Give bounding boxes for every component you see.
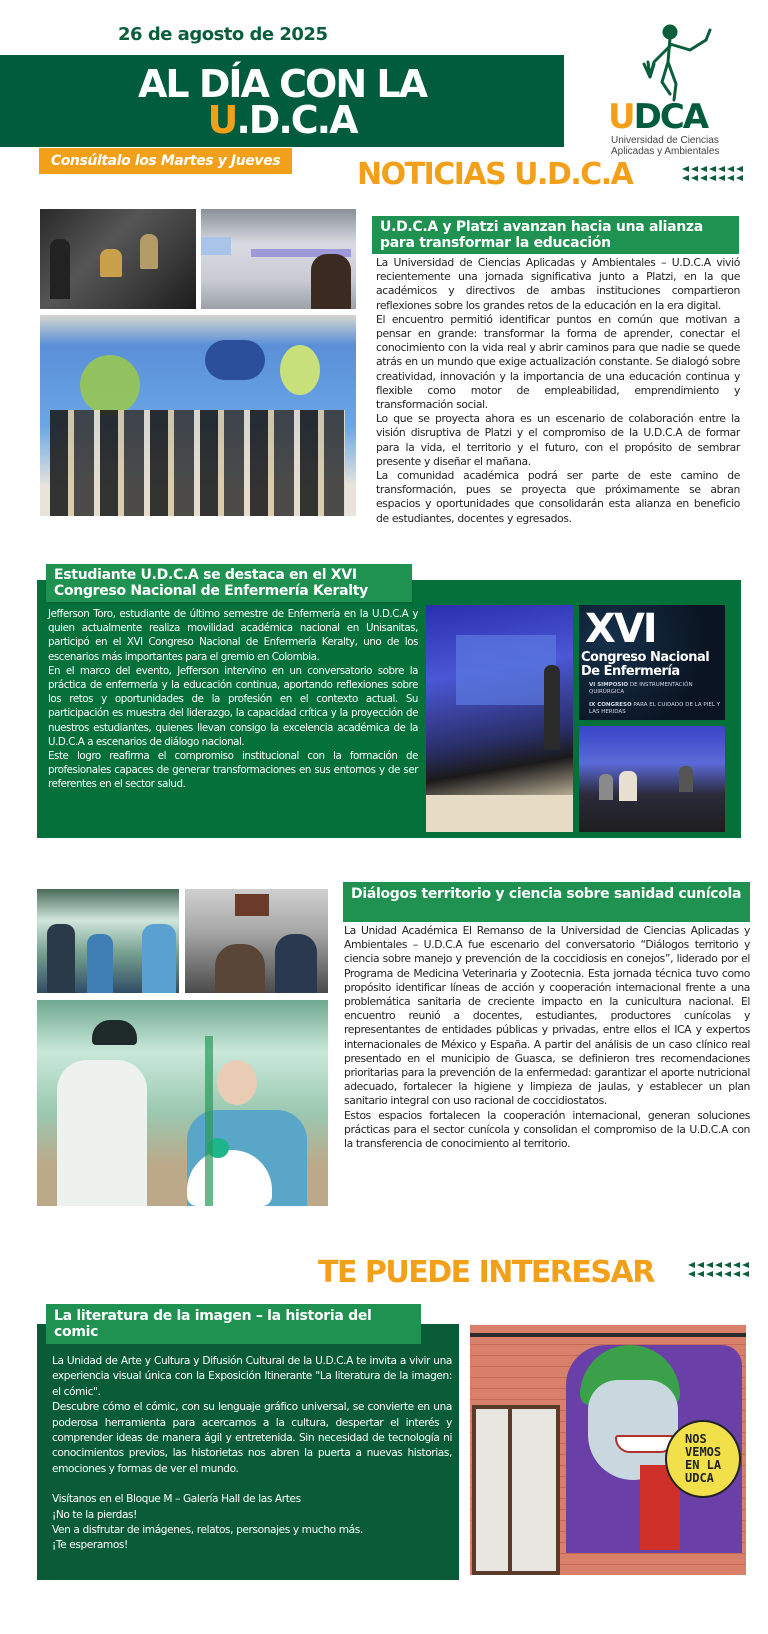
photo-joker-mural — [470, 1325, 746, 1575]
section-title-news: NOTICIAS U.D.C.A — [357, 157, 633, 192]
article-nursing-title: Estudiante U.D.C.A se destaca en el XVI Congreso Nacional de Enfermería Keralty — [46, 564, 412, 602]
article-comic-paragraph: Descubre cómo el cómic, con su lenguaje gráfico universal, se convierte en una poderosa herramienta para acercarnos a la cultura, despertar el interés y comprender ideas de manera ágil y entretenida. Sin necesidad de tecnología ni conocimientos previos, las historietas nos abren la puerta a nuevas historias, emociones y formas de ver el mundo. — [52, 1401, 452, 1475]
mural-speech-bubble — [685, 1433, 721, 1485]
speech-line: EN LA — [685, 1458, 722, 1472]
poster-sub1-rest: DE INSTRUMENTACIÓN QUIRÚRGICA — [589, 682, 693, 695]
logo-subtitle-line2: Aplicadas y Ambientales — [611, 146, 720, 157]
article-nursing-body — [48, 607, 418, 792]
logo-subtitle-line1: Universidad de Ciencias — [611, 135, 719, 146]
article-comic-paragraph: La Unidad de Arte y Cultura y Difusión Cultural de la U.D.C.A te invita a vivir una experiencia visual única con la Exposición Itinerante "La literatura de la imagen: el cómic". — [52, 1355, 452, 1398]
article-platzi-paragraph: La Universidad de Ciencias Aplicadas y Ambientales – U.D.C.A vivió recientemente una jornada significativa junto a Platzi, en la que académicos y directivos de ambas instituciones compartieron reflexiones sobre los grandes retos de la educación en la era digital. — [376, 256, 740, 312]
schedule-badge: Consúltalo los Martes y Jueves — [39, 148, 292, 174]
arrows-decoration-icon — [688, 1261, 751, 1279]
article-nursing-paragraph: Jefferson Toro, estudiante de último semestre de Enfermería en la U.D.C.A y quien actualmente realiza movilidad académica nacional en Unisanitas, participó en el XVI Congreso Nacional de Enfermería Keralty, uno de los escenarios más importantes para el gremio en Colombia. — [48, 608, 418, 663]
speech-line: UDCA — [685, 1471, 714, 1485]
poster-numeral: XVI — [585, 606, 656, 652]
poster-sub2-bold: IX CONGRESO — [589, 702, 632, 708]
photo-conference-room — [201, 209, 356, 309]
congress-poster — [579, 605, 725, 720]
arrows-decoration-icon — [682, 165, 745, 183]
article-platzi-paragraph: Lo que se proyecta ahora es un escenario de colaboración entre la visión disruptiva de Platzi y el compromiso de la U.D.C.A de formar para la vida, el territorio y el futuro, con el propósito de sembrar presente y diseñar el mañana. — [376, 412, 740, 468]
photo-studio-meeting — [40, 209, 196, 309]
issue-date: 26 de agosto de 2025 — [118, 24, 328, 45]
speech-line: NOS — [685, 1432, 707, 1446]
article-comic-closing-line: ¡Te esperamos! — [52, 1539, 128, 1552]
poster-sub2-rest: PARA EL CUIDADO DE LA PIEL Y LAS HERIDAS — [589, 702, 720, 715]
poster-line2: De Enfermería — [581, 664, 680, 679]
logo-wordmark-rest: DCA — [633, 97, 708, 137]
article-rabbit-title: Diálogos territorio y ciencia sobre sanidad cunícola — [343, 882, 750, 922]
masthead-accent-letter: U — [207, 98, 237, 142]
section-title-interest: TE PUEDE INTERESAR — [318, 1255, 654, 1290]
article-rabbit-paragraph: La Unidad Académica El Remanso de la Universidad de Ciencias Aplicadas y Ambientales – U.D.C.A fue escenario del conversatorio “Diálogos territorio y ciencia sobre manejo y prevención de la coccidiosis en conejos”, liderado por el Programa de Medicina Veterinaria y Zootecnia. Esta jornada técnica tuvo como propósito identificar líneas de acción y cooperación internacional frente a una problemática sanitaria de creciente impacto en la cunicultura nacional. El encuentro reunió a docentes, estudiantes, productores cunícolas y representantes de entidades públicas y privadas, entre ellos el ICA y expertos internacionales de México y España. A partir del análisis de un caso clínico real presentado en el municipio de Guasca, se definieron tres recomendaciones prioritarias para la prevención de la enfermedad: garantizar el aporte nutricional adecuado, fortalecer la higiene y limpieza de jaulas, y establecer un plan sanitario integral con uso racional de coccidiostatos. — [344, 924, 750, 1108]
article-nursing-paragraph: En el marco del evento, Jefferson intervino en un conversatorio sobre la práctica de enfermería y la educación continua, aportando reflexiones sobre los retos y oportunidades de la profesión en el contexto actual. Su participación es muestra del liderazgo, la capacidad crítica y la proyección de nuestros estudiantes, quienes llevan consigo la excelencia académica de la U.D.C.A a escenarios de diálogo nacional. — [48, 664, 418, 748]
logo-subtitle — [611, 135, 741, 157]
photo-rabbit-examination — [37, 1000, 328, 1206]
article-nursing-paragraph: Este logro reafirma el compromiso institucional con la formación de profesionales capaces de generar transformaciones en sus entornos y de ser referentes en el sector salud. — [48, 750, 418, 791]
masthead-banner — [0, 55, 564, 147]
hermes-figure-icon — [630, 22, 720, 102]
article-platzi-paragraph: El encuentro permitió identificar puntos en común que motivan a pensar en grande: transformar la forma de aprender, conectar el conocimiento con la vida real y abrir caminos para que nadie se quede atrás en un mundo que exige actualización constante. Se dialogó sobre creatividad, innovación y la importancia de una educación continua y flexible como motor de empleabilidad, emprendimiento y transformación social. — [376, 312, 740, 412]
article-rabbit-body — [344, 924, 750, 1151]
article-platzi-body — [376, 256, 740, 526]
speech-line: VEMOS — [685, 1445, 722, 1459]
photo-group-platzi — [40, 315, 356, 516]
article-comic-closing-line: Ven a disfrutar de imágenes, relatos, personajes y mucho más. — [52, 1524, 363, 1537]
poster-line1: Congreso Nacional — [581, 650, 710, 665]
poster-sub2 — [589, 702, 723, 715]
article-platzi-title: U.D.C.A y Platzi avanzan hacia una alianza para transformar la educación — [372, 216, 739, 254]
masthead-title-line1: AL DÍA CON LA — [137, 62, 427, 106]
poster-sub1-bold: VI SIMPOSIO — [589, 682, 629, 688]
logo-wordmark-accent: U — [608, 97, 634, 137]
photo-congress-stage — [426, 605, 573, 832]
logo-wordmark — [608, 97, 707, 137]
article-comic-title: La literatura de la imagen – la historia del comic — [46, 1304, 421, 1344]
photo-conversatory-audience — [185, 889, 328, 993]
photo-congress-panel — [579, 726, 725, 832]
udca-logo — [605, 22, 735, 157]
article-rabbit-paragraph: Estos espacios fortalecen la cooperación internacional, generan soluciones prácticas para el sector cunícola y consolidan el compromiso de la U.D.C.A con la transferencia de conocimiento al territorio. — [344, 1108, 750, 1151]
article-comic-body — [52, 1354, 452, 1554]
article-platzi-paragraph: La comunidad académica podrá ser parte de este camino de transformación, pues se proyecta que próximamente se abran espacios y oportunidades que consolidarán esta alianza en beneficio de estudiantes, docentes y egresados. — [376, 469, 740, 525]
photo-rabbit-farm-group — [37, 889, 179, 993]
poster-sub1 — [589, 682, 723, 695]
article-comic-closing-line: ¡No te la pierdas! — [52, 1508, 137, 1521]
masthead-title-line2 — [0, 99, 564, 141]
article-comic-closing-line: Visítanos en el Bloque M – Galería Hall de las Artes — [52, 1493, 301, 1506]
masthead-title-rest: .D.C.A — [236, 98, 357, 142]
